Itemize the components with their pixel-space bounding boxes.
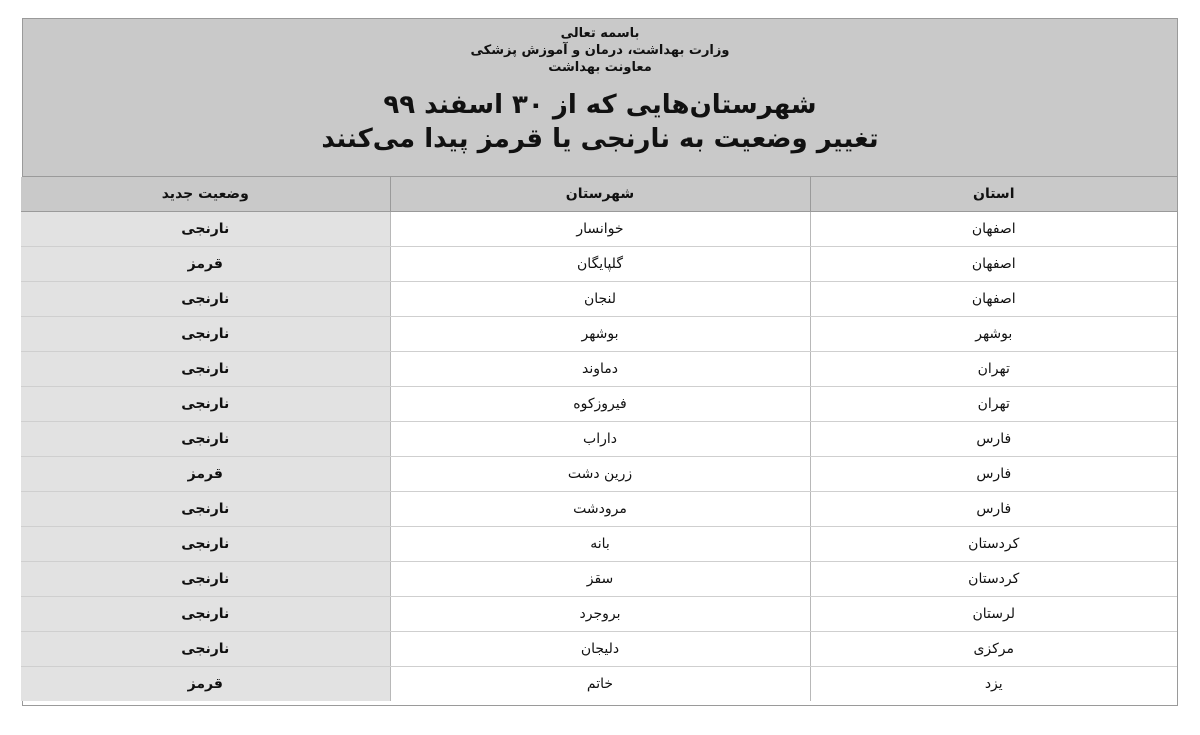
status-cell: قرمز	[21, 667, 390, 702]
province-cell: فارس	[810, 457, 1177, 492]
header-banner	[23, 19, 1177, 177]
status-cell: قرمز	[21, 247, 390, 282]
county-cell: بروجرد	[390, 597, 810, 632]
header-ministry: وزارت بهداشت، درمان و آموزش پزشکی	[470, 43, 730, 58]
county-cell: لنجان	[390, 282, 810, 317]
status-cell: نارنجی	[21, 317, 390, 352]
document-sheet	[22, 18, 1178, 706]
page-title	[23, 88, 1177, 156]
status-cell: نارنجی	[21, 597, 390, 632]
table-row	[21, 422, 1177, 457]
county-cell: گلپایگان	[390, 247, 810, 282]
province-cell: تهران	[810, 352, 1177, 387]
county-cell: دلیجان	[390, 632, 810, 667]
table-header-row	[21, 177, 1177, 212]
status-cell: نارنجی	[21, 562, 390, 597]
table-row	[21, 492, 1177, 527]
county-cell: داراب	[390, 422, 810, 457]
table-row	[21, 632, 1177, 667]
county-cell: فیروزکوه	[390, 387, 810, 422]
table-row	[21, 457, 1177, 492]
province-cell: فارس	[810, 422, 1177, 457]
counties-table	[21, 177, 1177, 701]
status-cell: نارنجی	[21, 527, 390, 562]
county-cell: سقز	[390, 562, 810, 597]
province-cell: اصفهان	[810, 247, 1177, 282]
county-cell: زرین دشت	[390, 457, 810, 492]
table-row	[21, 597, 1177, 632]
column-header-status: وضعیت جدید	[21, 177, 390, 212]
province-cell: اصفهان	[810, 212, 1177, 247]
province-cell: اصفهان	[810, 282, 1177, 317]
status-cell: نارنجی	[21, 422, 390, 457]
table-row	[21, 667, 1177, 702]
province-cell: بوشهر	[810, 317, 1177, 352]
status-cell: قرمز	[21, 457, 390, 492]
province-cell: لرستان	[810, 597, 1177, 632]
county-cell: بانه	[390, 527, 810, 562]
status-cell: نارنجی	[21, 212, 390, 247]
table-row	[21, 212, 1177, 247]
county-cell: خاتم	[390, 667, 810, 702]
table-row	[21, 387, 1177, 422]
province-cell: فارس	[810, 492, 1177, 527]
status-cell: نارنجی	[21, 282, 390, 317]
province-cell: کردستان	[810, 562, 1177, 597]
title-line-2: تغییر وضعیت به نارنجی یا قرمز پیدا می‌کنند	[321, 124, 879, 154]
table-row	[21, 527, 1177, 562]
status-cell: نارنجی	[21, 492, 390, 527]
province-cell: کردستان	[810, 527, 1177, 562]
status-cell: نارنجی	[21, 352, 390, 387]
county-cell: مرودشت	[390, 492, 810, 527]
title-line-1: شهرستان‌هایی که از ۳۰ اسفند ۹۹	[383, 90, 817, 120]
county-cell: بوشهر	[390, 317, 810, 352]
table-row	[21, 282, 1177, 317]
table-row	[21, 562, 1177, 597]
province-cell: مرکزی	[810, 632, 1177, 667]
header-deputy: معاونت بهداشت	[548, 60, 652, 75]
county-cell: خوانسار	[390, 212, 810, 247]
status-cell: نارنجی	[21, 387, 390, 422]
county-cell: دماوند	[390, 352, 810, 387]
column-header-county: شهرستان	[390, 177, 810, 212]
column-header-province: استان	[810, 177, 1177, 212]
table-row	[21, 247, 1177, 282]
province-cell: تهران	[810, 387, 1177, 422]
status-cell: نارنجی	[21, 632, 390, 667]
table-row	[21, 317, 1177, 352]
province-cell: یزد	[810, 667, 1177, 702]
table-row	[21, 352, 1177, 387]
header-basmala: باسمه تعالی	[560, 26, 640, 41]
